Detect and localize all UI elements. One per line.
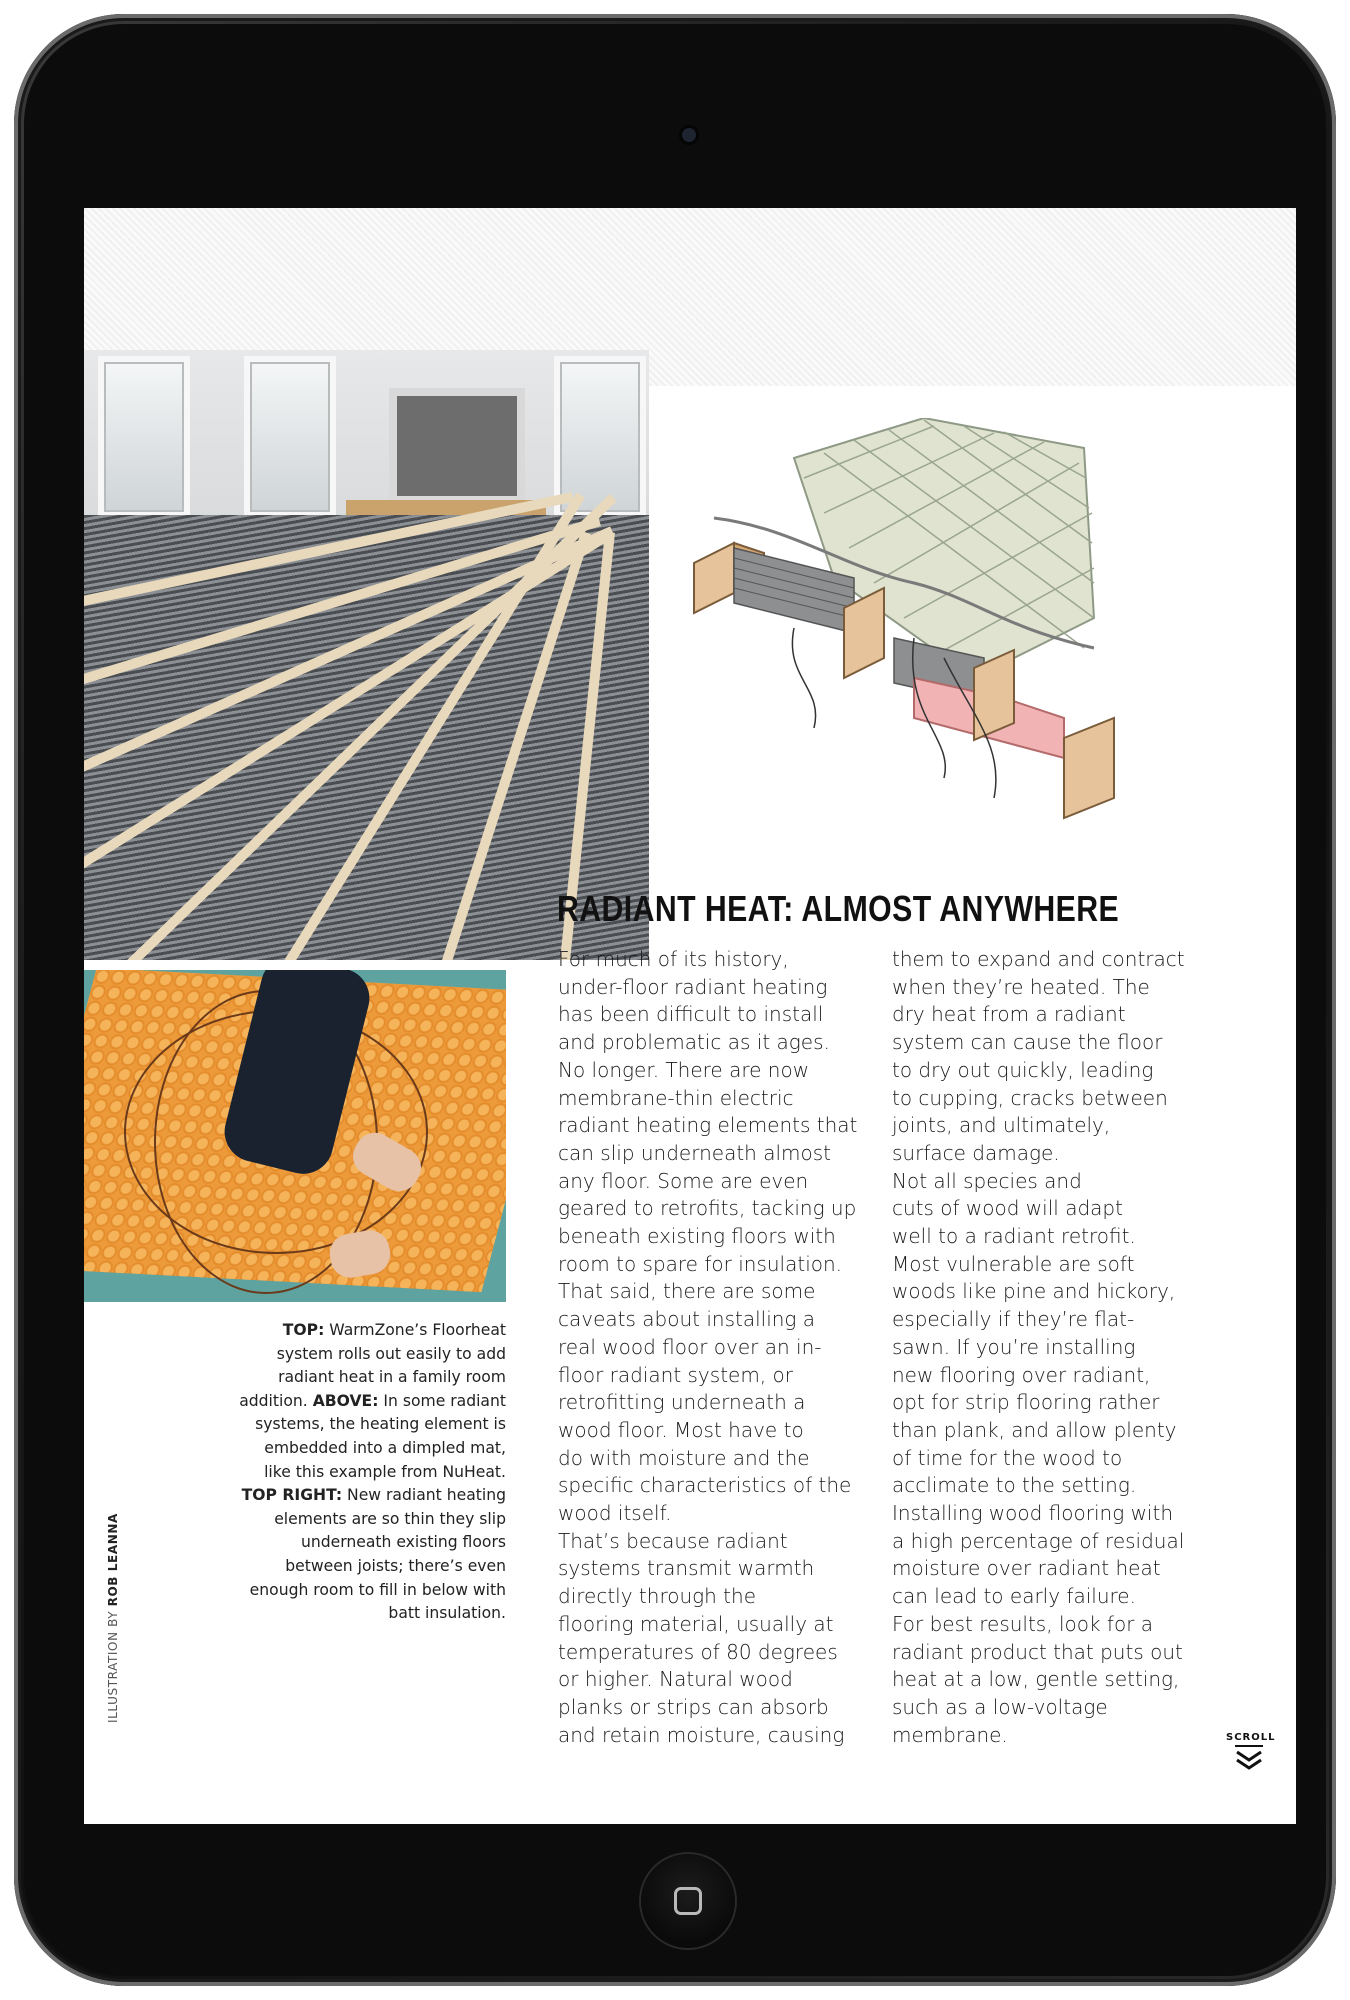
illustration-floor-cutaway bbox=[674, 418, 1274, 838]
article-column-1 bbox=[558, 946, 888, 1749]
credit-name: ROB LEANNA bbox=[106, 1513, 120, 1607]
tablet-frame bbox=[14, 14, 1336, 1986]
credit-prefix: ILLUSTRATION BY bbox=[106, 1606, 120, 1723]
caption-top-right-label: TOP RIGHT: bbox=[241, 1486, 343, 1505]
article-text-column-1: For much of its history, under-floor radiant heating has been difficult to install and problematic as it ages. No longer. There are now membrane-thin electric radiant heating elements that can slip underneath almost any floor. Some are even geared to retrofits, tacking up beneath existing floors with room to spare for insulation. That said, there are some caveats about installing a real wood floor over an in- floor radiant system, or retrofitting underneath a wood floor. Most have to do with moisture and the specific characteristics of the wood itself. That’s because radiant systems transmit warmth directly through the flooring material, usually at temperatures of 80 degrees or higher. Natural wood planks or strips can absorb and retain moisture, causing bbox=[558, 947, 858, 1747]
photo-dimpled-heating-mat bbox=[84, 970, 506, 1302]
home-square-icon bbox=[674, 1887, 702, 1915]
photo-caption bbox=[234, 1319, 506, 1626]
caption-above-label: ABOVE: bbox=[312, 1391, 379, 1410]
scroll-label: SCROLL bbox=[1226, 1732, 1276, 1743]
article-headline: RADIANT HEAT: ALMOST ANYWHERE bbox=[557, 888, 1120, 929]
photo-radiant-floor-room bbox=[84, 350, 649, 960]
caption-top-right-text: New radiant heating elements are so thin they slip underneath existing floors between joists; there’s even enough room to fill in below with batt insulation. bbox=[249, 1486, 506, 1623]
scroll-indicator[interactable] bbox=[1226, 1732, 1276, 1777]
caption-top-text: WarmZone’s Floorheat system rolls out easily to add radiant heat in a family room addition. bbox=[239, 1321, 506, 1410]
article-text-column-2: them to expand and contract when they’re heated. The dry heat from a radiant system can cause the floor to dry out quickly, leading to cupping, cracks between joints, and ultimately, surface damage. Not all species and cuts of wood will adapt well to a radiant retrofit. Most vulnerable are soft woods like pine and hickory, especially if they’re flat- sawn. If you’re installing new flooring over radiant, opt for strip flooring rather than plank, and allow plenty of time for the wood to acclimate to the setting. Installing wood flooring with a high percentage of residual moisture over radiant heat can lead to early failure. For best results, look for a radiant product that puts out heat at a low, gentle setting, such as a low-voltage membrane. bbox=[892, 947, 1185, 1747]
caption-top-label: TOP: bbox=[282, 1321, 325, 1339]
tile-grid bbox=[794, 418, 1094, 678]
camera-icon bbox=[682, 128, 696, 142]
caption-above-text: In some radiant systems, the heating element is embedded into a dimpled mat, like this example from NuHeat. bbox=[255, 1391, 506, 1481]
magazine-page bbox=[84, 208, 1296, 1824]
article-column-2 bbox=[892, 946, 1222, 1749]
illustration-credit bbox=[106, 1513, 120, 1723]
double-chevron-down-icon bbox=[1232, 1743, 1266, 1773]
home-button[interactable] bbox=[641, 1854, 735, 1948]
